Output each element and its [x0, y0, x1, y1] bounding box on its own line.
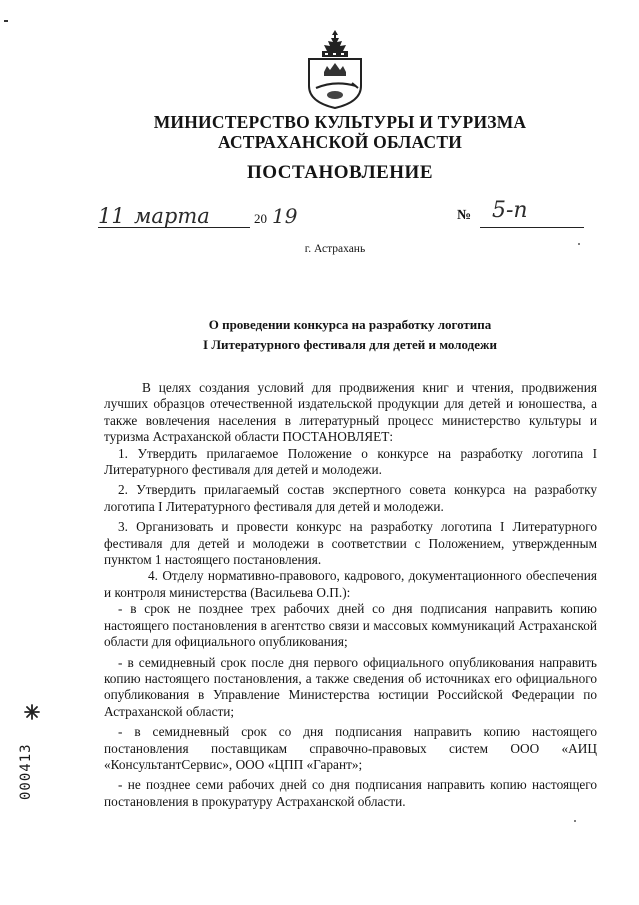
ministry-name-line2: АСТРАХАНСКОЙ ОБЛАСТИ: [217, 132, 463, 152]
ministry-name-line1: МИНИСТЕРСТВО КУЛЬТУРЫ И ТУРИЗМА: [153, 112, 527, 132]
document-date: [98, 204, 308, 232]
number-label: №: [457, 208, 472, 223]
item-paragraph: 2. Утвердить прилагаемый состав экспертного совета конкурса на разработку логотипа I Литературного фестиваля для детей и молодежи.: [104, 482, 597, 514]
subitem-paragraph: - в семидневный срок после дня первого официального опубликования направить копию настоящего постановления, а также сведения об источниках его официального опубликования в Управление Министерства юстиции Российской Федерации по Астраханской области;: [104, 654, 597, 719]
date-underline: [98, 227, 250, 228]
stamp-number: 000413: [18, 743, 34, 800]
astrakhan-coat-of-arms-icon: [302, 28, 368, 110]
subject-line2: I Литературного фестиваля для детей и молодежи: [203, 337, 497, 352]
subitem-paragraph: - в срок не позднее трех рабочих дней со дня подписания направить копию настоящего постановления в агентство связи и массовых коммуникаций Астраханской области для официального опубликования;: [104, 601, 597, 650]
item-paragraph: 3. Организовать и провести конкурс на разработку логотипа I Литературного фестиваля для детей и молодежи в соответствии с Положением, утвержденным пунктом 1 настоящего постановления.: [104, 519, 597, 568]
date-day: 11: [98, 204, 125, 228]
document-type: ПОСТАНОВЛЕНИЕ: [246, 162, 434, 183]
date-year-prefix: 20: [254, 211, 267, 226]
item-paragraph: 1. Утвердить прилагаемое Положение о конкурсе на разработку логотипа I Литературного фестиваля для детей и молодежи.: [104, 445, 597, 478]
scan-speck: [578, 243, 580, 245]
subject-line1: О проведении конкурса на разработку логотипа: [208, 317, 492, 332]
asterisk-stamp-icon: [24, 704, 40, 720]
scan-mark: [4, 20, 8, 22]
subitem-paragraph: - не позднее семи рабочих дней со дня подписания направить копию настоящего постановления в прокуратуру Астраханской области.: [104, 777, 597, 809]
city: г. Астрахань: [304, 243, 366, 255]
date-year-suffix: 19: [272, 204, 298, 228]
document-body: [104, 380, 597, 810]
item-paragraph: 4. Отделу нормативно-правового, кадрового, документационного обеспечения и контроля министерства (Васильева О.П.):: [104, 568, 597, 600]
number-underline: [480, 227, 584, 228]
document-number: 5-п: [492, 198, 528, 223]
date-month: марта: [134, 204, 210, 228]
subitem-paragraph: - в семидневный срок со дня подписания направить копию настоящего постановления поставщикам справочно-правовых систем ООО «АИЦ «КонсультантСервис», ООО «ЦПП «Гарант»;: [104, 724, 597, 772]
preamble-paragraph: В целях создания условий для продвижения книг и чтения, продвижения лучших образцов отечественной издательской продукции для детей и юношества, а также вовлечения населения в литературный процесс министерство культуры и туризма Астраханской области ПОСТАНОВЛЯЕТ:: [104, 380, 597, 445]
scan-speck: [574, 820, 576, 822]
